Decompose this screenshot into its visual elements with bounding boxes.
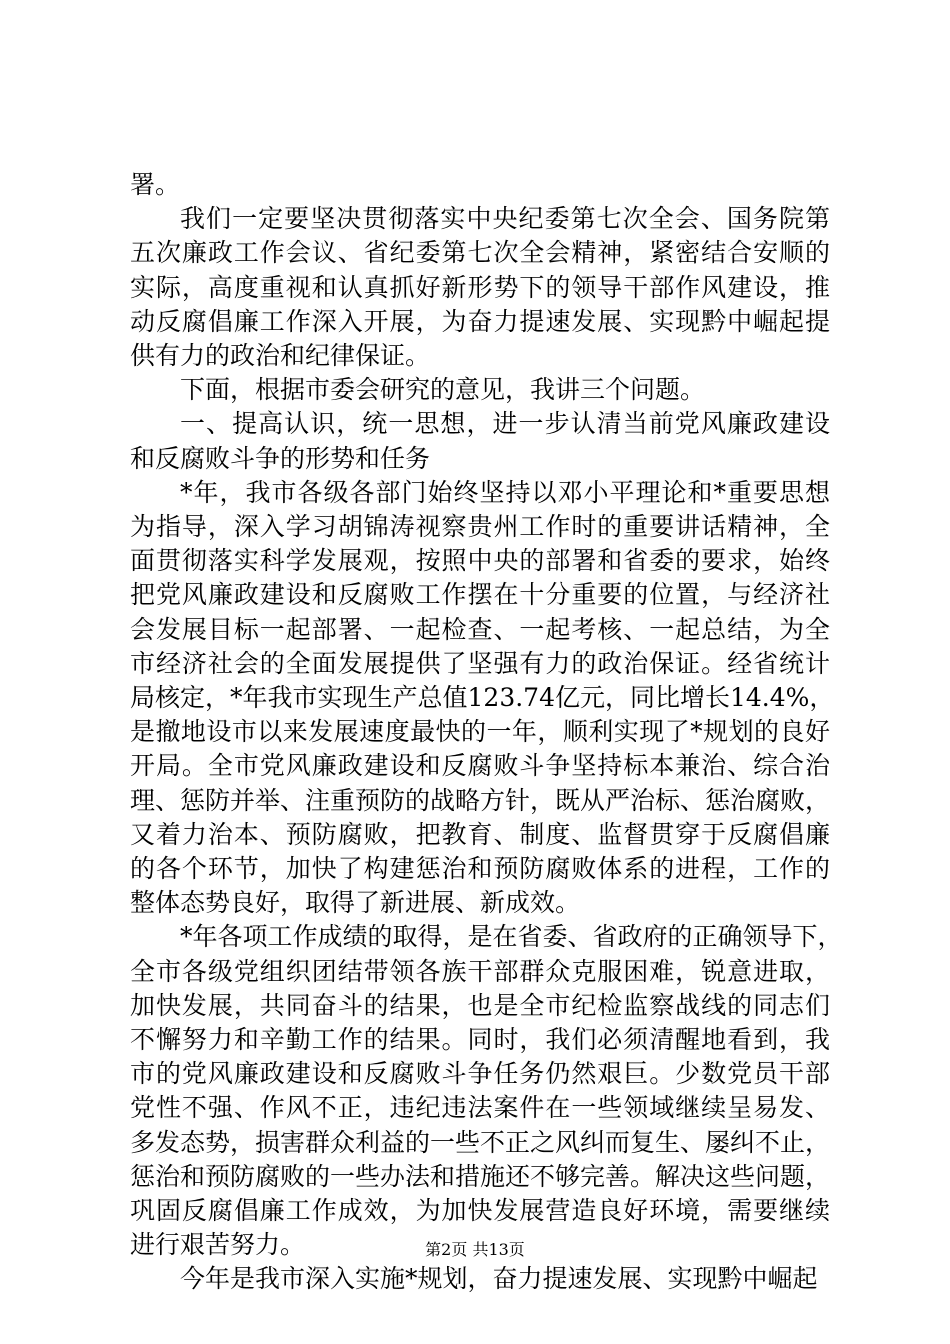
text-line: 惩治和预防腐败的一些办法和措施还不够完善。解决这些问题， (130, 1161, 831, 1191)
text-line: 进行艰苦努力。 (130, 1230, 306, 1260)
text-line: 理、惩防并举、注重预防的战略方针，既从严治标、惩治腐败， (130, 785, 831, 815)
text-line: 面贯彻落实科学发展观，按照中央的部署和省委的要求，始终 (130, 546, 830, 576)
text-line: 的各个环节，加快了构建惩治和预防腐败体系的进程，工作的 (130, 854, 830, 883)
text-line: *年，我市各级各部门始终坚持以邓小平理论和*重要思想 (180, 477, 830, 507)
text-line: 巩固反腐倡廉工作成效，为加快发展营造良好环境，需要继续 (130, 1196, 830, 1225)
text-line: 多发态势，损害群众利益的一些不正之风纠而复生、屡纠不止， (130, 1127, 831, 1157)
text-line: 今年是我市深入实施*规划，奋力提速发展、实现黔中崛起 (180, 1264, 818, 1294)
text-line: 加快发展，共同奋斗的结果，也是全市纪检监察战线的同志们 (130, 990, 830, 1020)
page-footer: 第2页 共13页 (425, 1240, 525, 1259)
text-line: 供有力的政治和纪律保证。 (130, 341, 431, 370)
text-line: 署。 (130, 170, 181, 199)
text-line: 局核定，*年我市实现生产总值123.74亿元，同比增长14.4%， (130, 683, 835, 712)
text-line: 全市各级党组织团结带领各族干部群众克服困难，锐意进取， (130, 956, 830, 986)
text-line: 把党风廉政建设和反腐败工作摆在十分重要的位置，与经济社 (130, 580, 830, 610)
text-line: 党性不强、作风不正，违纪违法案件在一些领域继续呈易发、 (130, 1093, 830, 1123)
text-line: 开局。全市党风廉政建设和反腐败斗争坚持标本兼治、综合治 (130, 751, 830, 781)
text-line: 为指导，深入学习胡锦涛视察贵州工作时的重要讲话精神，全 (130, 512, 830, 541)
text-line: 一、提高认识，统一思想，进一步认清当前党风廉政建设 (180, 409, 830, 439)
text-line: 是撤地设市以来发展速度最快的一年，顺利实现了*规划的良好 (130, 717, 830, 747)
text-line: 整体态势良好，取得了新进展、新成效。 (130, 888, 581, 918)
text-line: *年各项工作成绩的取得，是在省委、省政府的正确领导下， (180, 922, 843, 952)
text-line: 市经济社会的全面发展提供了坚强有力的政治保证。经省统计 (130, 648, 830, 678)
text-line: 不懈努力和辛勤工作的结果。同时，我们必须清醒地看到，我 (130, 1025, 830, 1054)
text-line: 动反腐倡廉工作深入开展，为奋力提速发展、实现黔中崛起提 (130, 306, 830, 336)
text-line: 市的党风廉政建设和反腐败斗争任务仍然艰巨。少数党员干部 (130, 1059, 830, 1089)
text-line: 会发展目标一起部署、一起检查、一起考核、一起总结，为全 (130, 614, 830, 644)
text-line: 和反腐败斗争的形势和任务 (130, 443, 431, 473)
text-line: 下面，根据市委会研究的意见，我讲三个问题。 (180, 375, 706, 405)
text-line: 又着力治本、预防腐败，把教育、制度、监督贯穿于反腐倡廉 (130, 819, 830, 849)
text-line: 五次廉政工作会议、省纪委第七次全会精神，紧密结合安顺的 (130, 238, 830, 268)
text-line: 我们一定要坚决贯彻落实中央纪委第七次全会、国务院第 (180, 204, 830, 234)
text-line: 实际，高度重视和认真抓好新形势下的领导干部作风建设，推 (130, 272, 830, 302)
